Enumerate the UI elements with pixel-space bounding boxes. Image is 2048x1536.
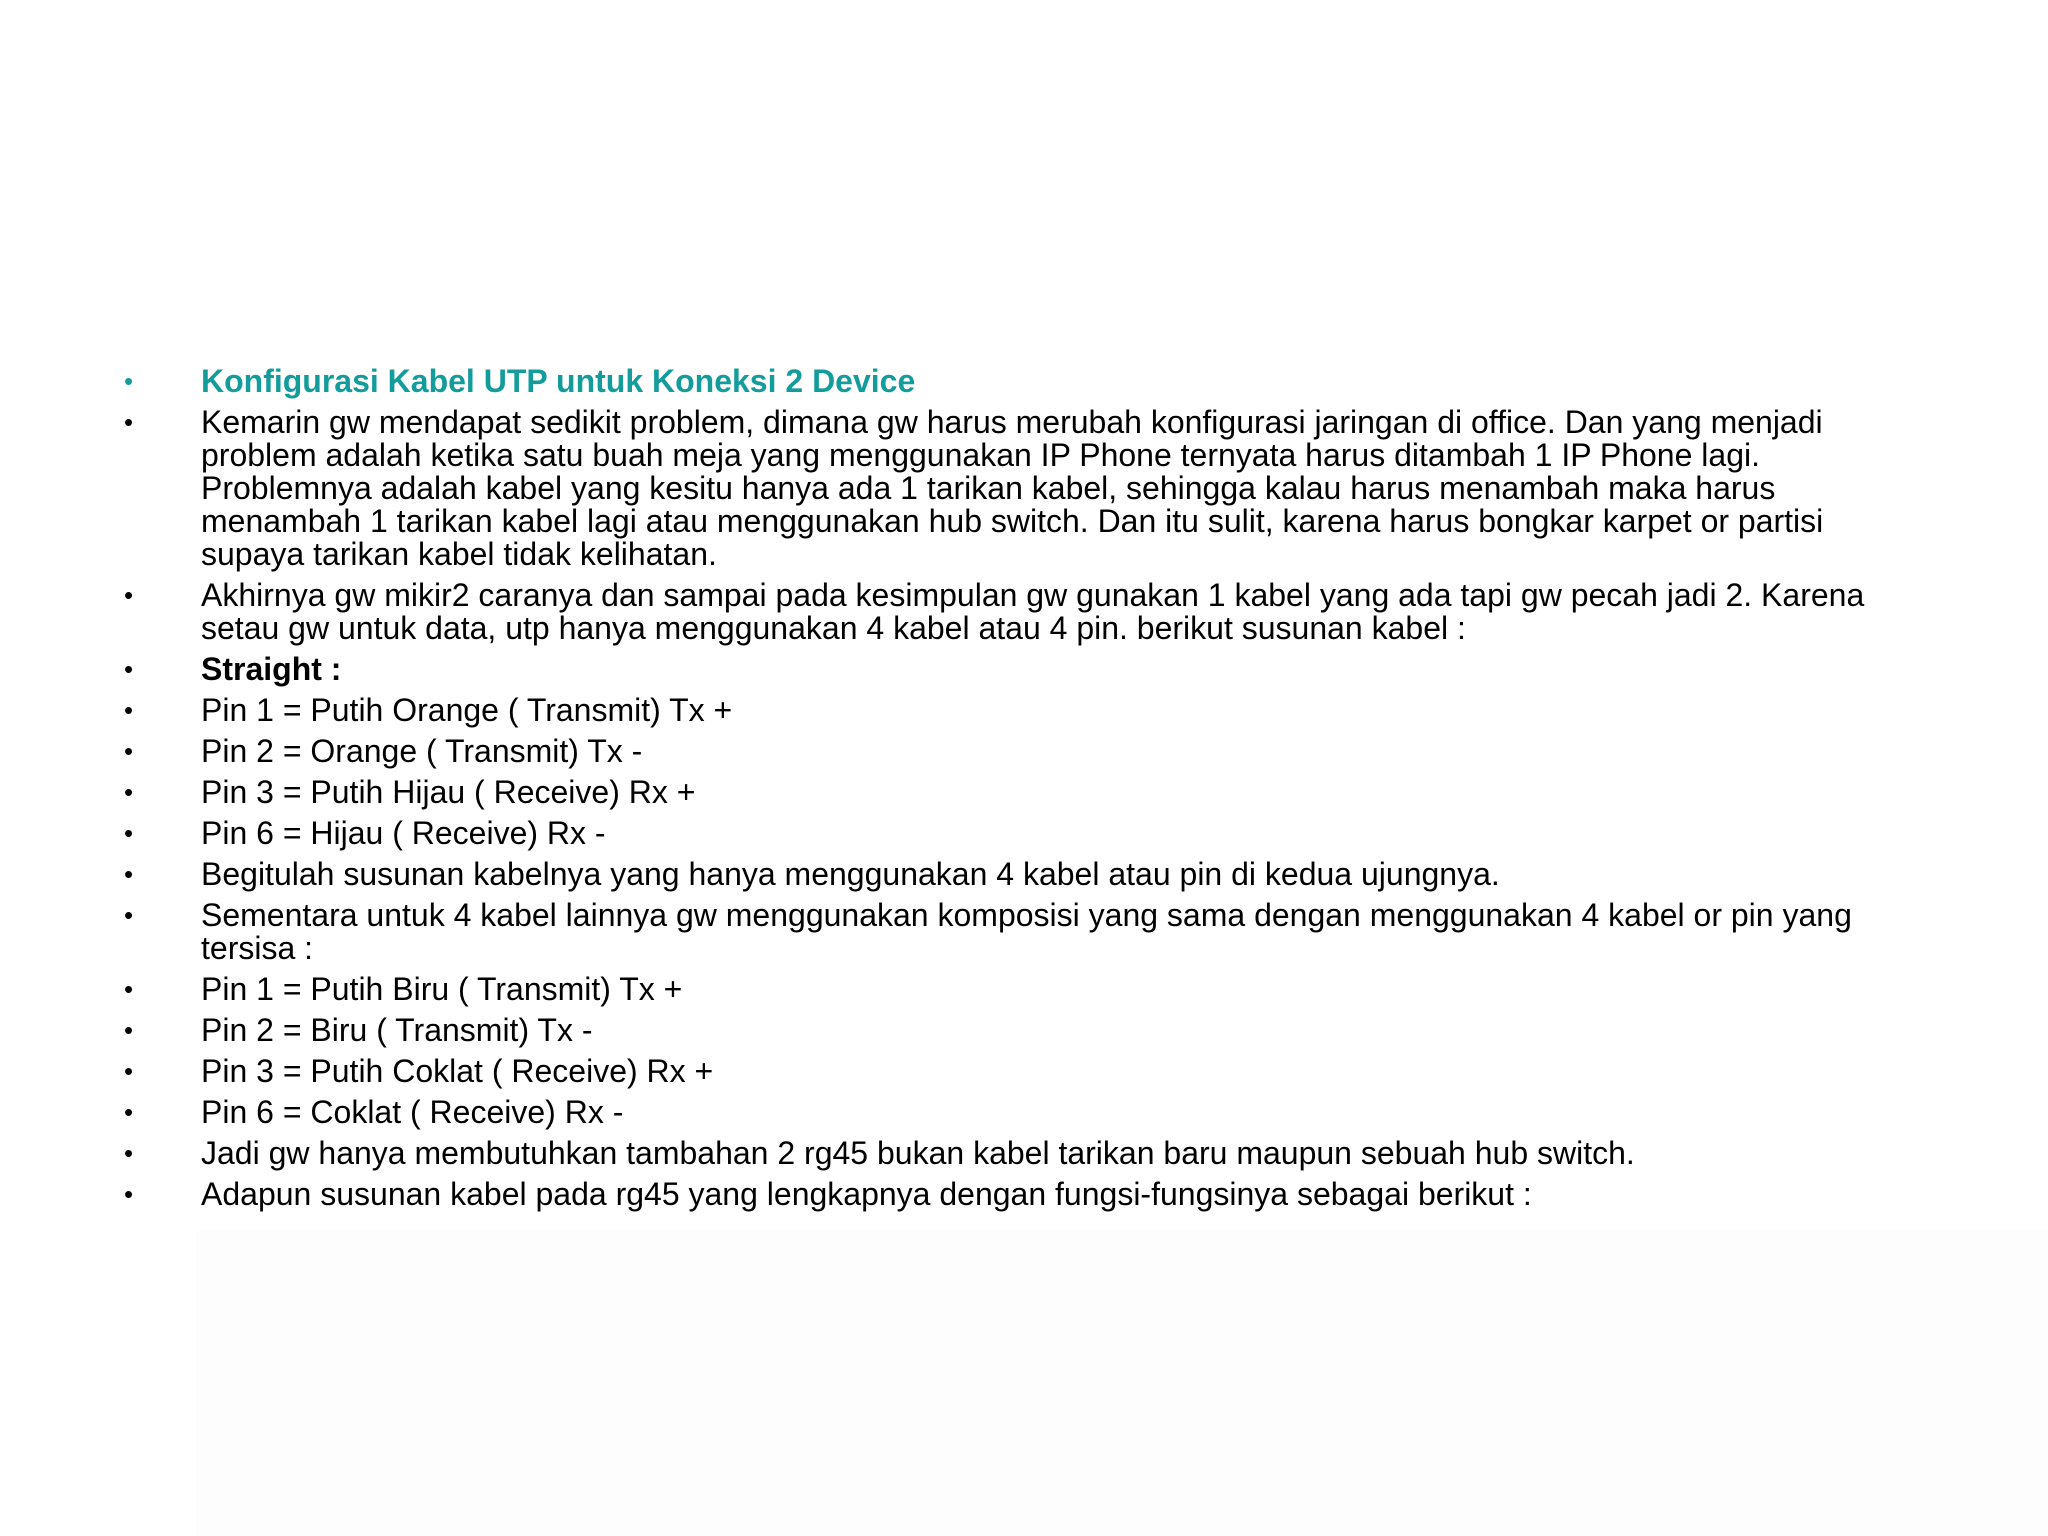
- bullet-icon: •: [124, 654, 134, 684]
- bullet-text: Adapun susunan kabel pada rg45 yang lengkapnya dengan fungsi-fungsinya sebagai berikut :: [201, 1176, 1532, 1212]
- bullet-icon: •: [124, 900, 134, 930]
- bullet-icon: •: [124, 818, 134, 848]
- bullet-text: Pin 1 = Putih Orange ( Transmit) Tx +: [201, 692, 733, 728]
- slide-heading: [120, 365, 1920, 398]
- bullet-text: Konfigurasi Kabel UTP untuk Koneksi 2 Device: [201, 363, 916, 399]
- bullet-item: [120, 1137, 1920, 1170]
- content-area-shade: [196, 1230, 2048, 1536]
- bullet-item: [120, 899, 1920, 965]
- bullet-list: [120, 365, 1920, 1219]
- bullet-icon: •: [124, 580, 134, 610]
- bullet-item: [120, 776, 1920, 809]
- bullet-icon: •: [124, 695, 134, 725]
- bullet-text: Sementara untuk 4 kabel lainnya gw menggunakan komposisi yang sama dengan menggunakan 4 kabel or pin yang tersisa :: [201, 897, 1852, 966]
- bullet-item: [120, 1014, 1920, 1047]
- bullet-icon: •: [124, 1015, 134, 1045]
- bullet-text: Straight :: [201, 651, 342, 687]
- bullet-item: [120, 1096, 1920, 1129]
- bullet-item: [120, 406, 1920, 571]
- bullet-text: Pin 6 = Coklat ( Receive) Rx -: [201, 1094, 624, 1130]
- bullet-icon: •: [124, 1097, 134, 1127]
- bullet-text: Begitulah susunan kabelnya yang hanya menggunakan 4 kabel atau pin di kedua ujungnya.: [201, 856, 1500, 892]
- bullet-text: Pin 3 = Putih Coklat ( Receive) Rx +: [201, 1053, 714, 1089]
- bullet-icon: •: [124, 1138, 134, 1168]
- bullet-item: [120, 1178, 1920, 1211]
- bullet-icon: •: [124, 736, 134, 766]
- bullet-text: Pin 2 = Orange ( Transmit) Tx -: [201, 733, 643, 769]
- bullet-icon: •: [124, 1179, 134, 1209]
- bullet-item: [120, 694, 1920, 727]
- bullet-icon: •: [124, 366, 134, 396]
- bullet-icon: •: [124, 859, 134, 889]
- bullet-item: [120, 735, 1920, 768]
- bullet-item: [120, 973, 1920, 1006]
- bullet-text: Jadi gw hanya membutuhkan tambahan 2 rg45 bukan kabel tarikan baru maupun sebuah hub switch.: [201, 1135, 1635, 1171]
- bullet-icon: •: [124, 974, 134, 1004]
- bullet-item: [120, 858, 1920, 891]
- bullet-icon: •: [124, 1056, 134, 1086]
- bullet-item: [120, 579, 1920, 645]
- bullet-item: [120, 653, 1920, 686]
- bullet-item: [120, 1055, 1920, 1088]
- bullet-text: Pin 3 = Putih Hijau ( Receive) Rx +: [201, 774, 696, 810]
- bullet-text: Akhirnya gw mikir2 caranya dan sampai pada kesimpulan gw gunakan 1 kabel yang ada tapi gw pecah jadi 2. Karena setau gw untuk data, utp hanya menggunakan 4 kabel atau 4 pin. berikut susunan kabel :: [201, 577, 1865, 646]
- bullet-text: Kemarin gw mendapat sedikit problem, dimana gw harus merubah konfigurasi jaringan di office. Dan yang menjadi problem adalah ketika satu buah meja yang menggunakan IP Phone ternyata harus ditambah 1 IP Phone lagi. Problemnya adalah kabel yang kesitu hanya ada 1 tarikan kabel, sehingga kalau harus menambah maka harus menambah 1 tarikan kabel lagi atau menggunakan hub switch. Dan itu sulit, karena harus bongkar karpet or partisi supaya tarikan kabel tidak kelihatan.: [201, 404, 1824, 572]
- bullet-item: [120, 817, 1920, 850]
- bullet-text: Pin 2 = Biru ( Transmit) Tx -: [201, 1012, 593, 1048]
- bullet-icon: •: [124, 777, 134, 807]
- bullet-text: Pin 6 = Hijau ( Receive) Rx -: [201, 815, 606, 851]
- bullet-icon: •: [124, 407, 134, 437]
- bullet-text: Pin 1 = Putih Biru ( Transmit) Tx +: [201, 971, 683, 1007]
